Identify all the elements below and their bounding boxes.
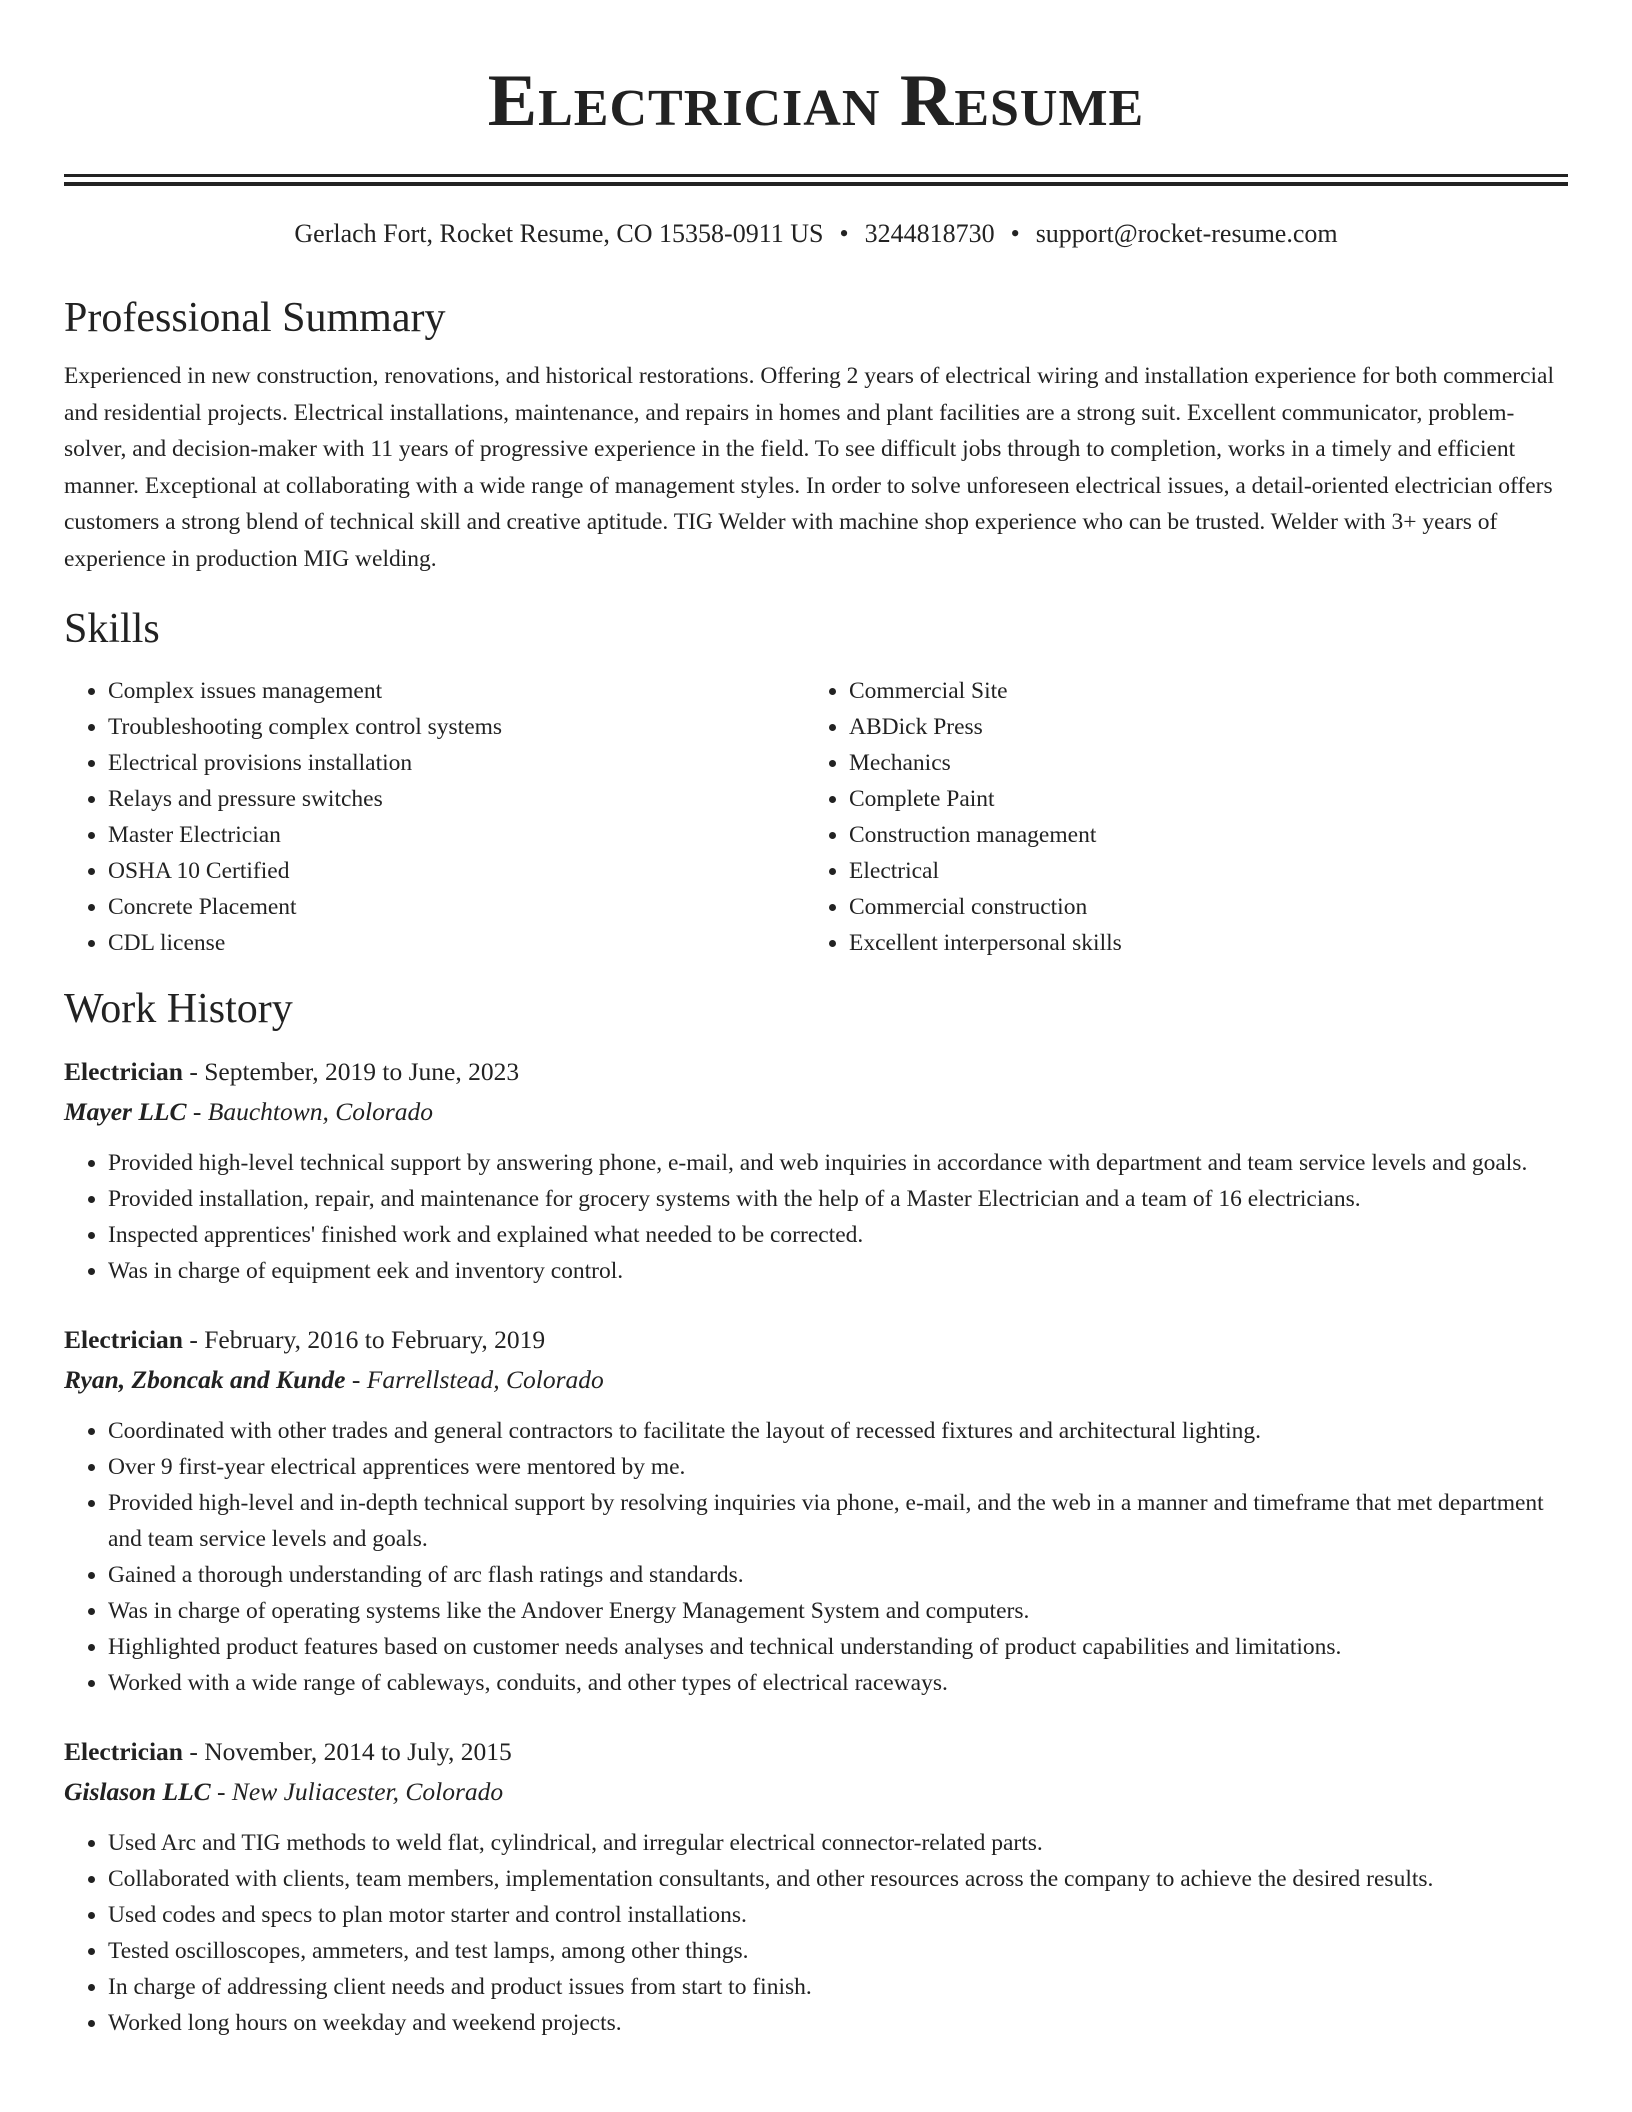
duty-item: • Used codes and specs to plan motor starter and control installations. (108, 1897, 1568, 1933)
contact-email: support@rocket-resume.com (1035, 219, 1338, 248)
job-duties (64, 1413, 1568, 1701)
company-location: - Bauchtown, Colorado (186, 1097, 434, 1126)
duty-item: • Was in charge of equipment eek and inventory control. (108, 1253, 1568, 1289)
summary-text: Experienced in new construction, renovations, and historical restorations. Offering 2 years of electrical wiring and installation experience for both commercial and residential projects. Electrical installations, maintenance, and repairs in homes and plant facilities are a strong suit. Excellent communicator, problem-solver, and decision-maker with 11 years of progressive experience in the field. To see difficult jobs through to completion, works in a timely and efficient manner. Exceptional at collaborating with a wide range of management styles. In order to solve unforeseen electrical issues, a detail-oriented electrician offers customers a strong blend of technical skill and creative aptitude. TIG Welder with machine shop experience who can be trusted. Welder with 3+ years of experience in production MIG welding. (64, 363, 1554, 572)
job-title-line (64, 1733, 1568, 1771)
job-title: Electrician (64, 1057, 183, 1086)
company-line (64, 1773, 1568, 1811)
job-duties (64, 1825, 1568, 2041)
work-history-heading: Work History (64, 986, 293, 1032)
company-name: Gislason LLC (64, 1777, 211, 1806)
job-title: Electrician (64, 1325, 183, 1354)
duty-item: • Collaborated with clients, team members, implementation consultants, and other resources across the company to achieve the desired results. (108, 1861, 1568, 1897)
skill-item: • Commercial Site (849, 673, 1546, 709)
contact-phone: 3244818730 (864, 219, 995, 248)
company-location: - New Juliacester, Colorado (210, 1777, 504, 1806)
skill-item: • Commercial construction (849, 889, 1546, 925)
job-entry (64, 1733, 1568, 2041)
contact-separator: • (839, 219, 849, 248)
skills-heading: Skills (64, 606, 160, 652)
duty-item: • Tested oscilloscopes, ammeters, and test lamps, among other things. (108, 1933, 1568, 1969)
duty-item: • Provided high-level and in-depth technical support by resolving inquiries via phone, e-mail, and the web in a manner and timeframe that met department and team service levels and goals. (108, 1485, 1568, 1557)
skill-item: • Electrical provisions installation (108, 745, 805, 781)
company-line (64, 1093, 1568, 1131)
job-duties (64, 1145, 1568, 1289)
job-title-line (64, 1053, 1568, 1091)
job-title-line (64, 1321, 1568, 1359)
job-entry (64, 1053, 1568, 1289)
contact-line (64, 216, 1568, 252)
summary-heading: Professional Summary (64, 295, 446, 341)
skill-item: • Master Electrician (108, 817, 805, 853)
job-dates: - November, 2014 to July, 2015 (182, 1737, 512, 1766)
duty-item: • Worked long hours on weekday and weekend projects. (108, 2005, 1568, 2041)
duty-item: • Gained a thorough understanding of arc flash ratings and standards. (108, 1557, 1568, 1593)
skill-item: • Complex issues management (108, 673, 805, 709)
duty-item: • Worked with a wide range of cableways, conduits, and other types of electrical raceways. (108, 1665, 1568, 1701)
title-divider (64, 174, 1568, 186)
job-title: Electrician (64, 1737, 183, 1766)
contact-separator: • (1010, 219, 1020, 248)
company-line (64, 1361, 1568, 1399)
skill-item: • Complete Paint (849, 781, 1546, 817)
duty-item: • Provided installation, repair, and maintenance for grocery systems with the help of a Master Electrician and a team of 16 electricians. (108, 1181, 1568, 1217)
skill-item: • OSHA 10 Certified (108, 853, 805, 889)
duty-item: • Coordinated with other trades and general contractors to facilitate the layout of recessed fixtures and architectural lighting. (108, 1413, 1568, 1449)
skills-column-left (64, 673, 805, 961)
skill-item: • Mechanics (849, 745, 1546, 781)
duty-item: • Over 9 first-year electrical apprentices were mentored by me. (108, 1449, 1568, 1485)
job-dates: - September, 2019 to June, 2023 (182, 1057, 520, 1086)
skill-item: • Concrete Placement (108, 889, 805, 925)
skill-item: • Construction management (849, 817, 1546, 853)
skill-item: • ABDick Press (849, 709, 1546, 745)
duty-item: • Highlighted product features based on customer needs analyses and technical understanding of product capabilities and limitations. (108, 1629, 1568, 1665)
skill-item: • Electrical (849, 853, 1546, 889)
duty-item: • Provided high-level technical support by answering phone, e-mail, and web inquiries in accordance with department and team service levels and goals. (108, 1145, 1568, 1181)
skill-item: • Relays and pressure switches (108, 781, 805, 817)
skill-item: • Troubleshooting complex control systems (108, 709, 805, 745)
duty-item: • Inspected apprentices' finished work and explained what needed to be corrected. (108, 1217, 1568, 1253)
duty-item: • Used Arc and TIG methods to weld flat, cylindrical, and irregular electrical connector-related parts. (108, 1825, 1568, 1861)
skill-item: • Excellent interpersonal skills (849, 925, 1546, 961)
contact-address: Gerlach Fort, Rocket Resume, CO 15358-0911 US (294, 219, 824, 248)
duty-item: • Was in charge of operating systems like the Andover Energy Management System and computers. (108, 1593, 1568, 1629)
company-name: Ryan, Zboncak and Kunde (64, 1365, 346, 1394)
skills-column-right (805, 673, 1546, 961)
duty-item: • In charge of addressing client needs and product issues from start to finish. (108, 1969, 1568, 2005)
resume-title: Electrician Resume (487, 60, 1145, 142)
job-entry (64, 1321, 1568, 1701)
company-location: - Farrellstead, Colorado (345, 1365, 604, 1394)
job-dates: - February, 2016 to February, 2019 (182, 1325, 546, 1354)
skill-item: • CDL license (108, 925, 805, 961)
company-name: Mayer LLC (64, 1097, 187, 1126)
skills-list (64, 673, 1568, 961)
